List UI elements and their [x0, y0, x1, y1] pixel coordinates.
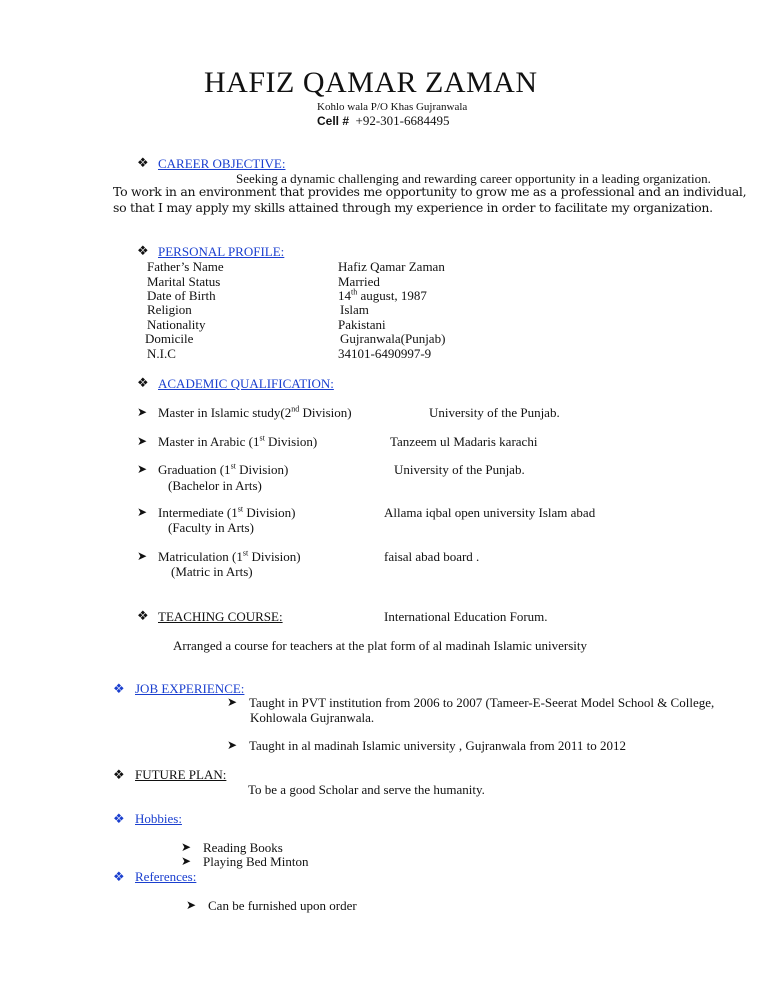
diamond-bullet-icon: ❖ — [113, 811, 125, 826]
qualification-text: Division) — [235, 462, 289, 477]
profile-value: Islam — [340, 302, 369, 317]
address: Kohlo wala P/O Khas Gujranwala — [317, 101, 468, 113]
diamond-bullet-icon: ❖ — [113, 869, 125, 884]
qualification-sub: (Matric in Arts) — [171, 564, 253, 579]
diamond-bullet-icon: ❖ — [113, 681, 125, 696]
profile-value: 34101-6490997-9 — [338, 346, 432, 361]
ordinal-suffix: st — [242, 548, 249, 558]
profile-label: Father’s Name — [147, 259, 224, 274]
hobbies-heading: Hobbies: — [135, 811, 182, 826]
qualification-text: Graduation (1 — [158, 462, 231, 477]
dob-day: 14 — [338, 288, 351, 303]
dob-rest: august, 1987 — [357, 288, 427, 303]
qualification-item — [158, 505, 295, 520]
qualification-text: Division) — [243, 505, 296, 520]
qualification-text: Matriculation (1 — [158, 549, 243, 564]
qualification-text: Master in Arabic (1 — [158, 434, 260, 449]
diamond-bullet-icon: ❖ — [113, 767, 125, 782]
profile-label: Domicile — [145, 331, 194, 346]
qualification-text: Master in Islamic study(2 — [158, 405, 292, 420]
arrow-bullet-icon: ➤ — [137, 462, 148, 476]
diamond-bullet-icon: ❖ — [137, 375, 149, 390]
qualification-institution: University of the Punjab. — [394, 462, 525, 477]
diamond-bullet-icon: ❖ — [137, 608, 149, 623]
qualification-item — [158, 405, 352, 420]
hobby-item: Playing Bed Minton — [203, 854, 309, 869]
ordinal-suffix: st — [259, 433, 265, 443]
profile-label: N.I.C — [147, 346, 176, 361]
qualification-text: Division) — [248, 549, 301, 564]
teaching-organization: International Education Forum. — [384, 609, 548, 624]
arrow-bullet-icon: ➤ — [186, 898, 197, 912]
ordinal-suffix: st — [230, 461, 236, 471]
qualification-text: Intermediate (1 — [158, 505, 238, 520]
arrow-bullet-icon: ➤ — [137, 405, 148, 419]
qualification-institution: faisal abad board . — [384, 549, 480, 564]
career-objective-heading: CAREER OBJECTIVE: — [158, 156, 286, 171]
profile-label: Religion — [147, 302, 192, 317]
arrow-bullet-icon: ➤ — [227, 738, 238, 752]
profile-label: Date of Birth — [147, 288, 216, 303]
arrow-bullet-icon: ➤ — [181, 854, 192, 868]
profile-value: Gujranwala(Punjab) — [340, 331, 446, 346]
cell-label: Cell # — [317, 114, 350, 128]
diamond-bullet-icon: ❖ — [137, 155, 149, 170]
qualification-text: Division) — [264, 434, 318, 449]
objective-line-3: so that I may apply my skills attained through my experience in order to facilitate my organization. — [113, 200, 713, 215]
job-item-2: Taught in al madinah Islamic university , Gujranwala from 2011 to 2012 — [249, 738, 626, 753]
arrow-bullet-icon: ➤ — [137, 549, 148, 563]
diamond-bullet-icon: ❖ — [137, 243, 149, 258]
profile-label: Nationality — [147, 317, 206, 332]
qualification-item — [158, 434, 317, 449]
future-text: To be a good Scholar and serve the humanity. — [248, 782, 485, 797]
profile-label: Marital Status — [147, 274, 221, 289]
qualification-institution: University of the Punjab. — [429, 405, 560, 420]
profile-value: Hafiz Qamar Zaman — [338, 259, 445, 274]
arrow-bullet-icon: ➤ — [227, 695, 238, 709]
profile-value: Pakistani — [338, 317, 386, 332]
academic-heading: ACADEMIC QUALIFICATION: — [158, 376, 334, 391]
hobby-item: Reading Books — [203, 840, 283, 855]
qualification-item — [158, 462, 288, 477]
future-heading: FUTURE PLAN: — [135, 767, 227, 782]
resume-name: HAFIZ QAMAR ZAMAN — [204, 66, 538, 99]
objective-line-1: Seeking a dynamic challenging and rewarding career opportunity in a leading organization. — [236, 171, 711, 186]
ordinal-suffix: st — [237, 504, 244, 514]
cell-line — [317, 113, 450, 129]
teaching-detail: Arranged a course for teachers at the plat form of al madinah Islamic university — [173, 638, 588, 653]
qualification-item — [158, 549, 301, 564]
qualification-sub: (Bachelor in Arts) — [168, 478, 262, 493]
job-item-1-cont: Kohlowala Gujranwala. — [250, 710, 375, 725]
profile-value: Married — [338, 274, 380, 289]
ordinal-suffix: nd — [291, 404, 300, 414]
teaching-heading: TEACHING COURSE: — [158, 609, 283, 624]
objective-line-2: To work in an environment that provides me opportunity to grow me as a professional and an individual, — [113, 184, 747, 199]
arrow-bullet-icon: ➤ — [137, 505, 148, 519]
qualification-sub: (Faculty in Arts) — [168, 520, 254, 535]
qualification-text: Division) — [299, 405, 352, 420]
dob-suffix: th — [351, 287, 358, 297]
cell-number: +92-301-6684495 — [355, 113, 450, 128]
job-item-1: Taught in PVT institution from 2006 to 2007 (Tameer-E-Seerat Model School & College, — [249, 695, 715, 710]
qualification-institution: Allama iqbal open university Islam abad — [384, 505, 596, 520]
arrow-bullet-icon: ➤ — [137, 434, 148, 448]
references-heading: References: — [135, 869, 197, 884]
profile-value-dob — [338, 288, 427, 303]
personal-profile-heading: PERSONAL PROFILE: — [158, 244, 285, 259]
qualification-institution: Tanzeem ul Madaris karachi — [390, 434, 538, 449]
references-text: Can be furnished upon order — [208, 898, 357, 913]
job-heading: JOB EXPERIENCE: — [135, 681, 245, 696]
arrow-bullet-icon: ➤ — [181, 840, 192, 854]
